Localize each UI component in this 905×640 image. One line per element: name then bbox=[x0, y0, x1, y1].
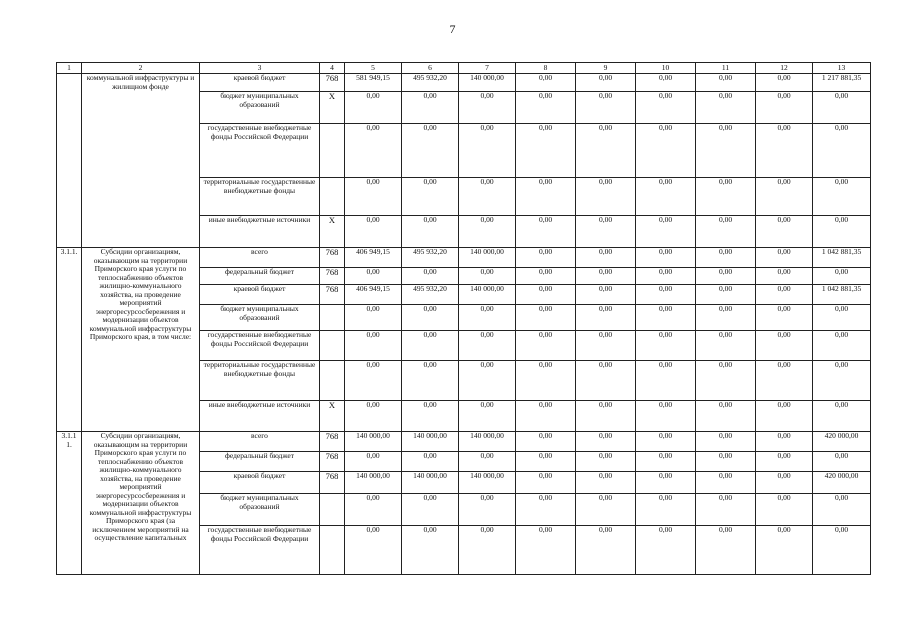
value-cell: 0,00 bbox=[813, 92, 871, 124]
value-cell: 0,00 bbox=[636, 248, 696, 268]
value-cell: 0,00 bbox=[516, 178, 576, 216]
budget-code bbox=[320, 494, 345, 526]
value-cell: 0,00 bbox=[756, 401, 813, 432]
value-cell: 0,00 bbox=[345, 178, 402, 216]
value-cell: 0,00 bbox=[696, 361, 756, 401]
value-cell: 0,00 bbox=[516, 248, 576, 268]
header-cell: 13 bbox=[813, 63, 871, 74]
value-cell: 0,00 bbox=[576, 74, 636, 92]
value-cell: 0,00 bbox=[576, 494, 636, 526]
value-cell: 0,00 bbox=[636, 305, 696, 331]
value-cell: 0,00 bbox=[576, 178, 636, 216]
budget-code: 768 bbox=[320, 74, 345, 92]
value-cell: 406 949,15 bbox=[345, 248, 402, 268]
funding-source: краевой бюджет bbox=[200, 74, 320, 92]
item-name: коммунальной инфраструктуры и жилищном фонде bbox=[82, 74, 200, 248]
value-cell: 0,00 bbox=[516, 331, 576, 361]
header-cell: 3 bbox=[200, 63, 320, 74]
value-cell: 0,00 bbox=[756, 305, 813, 331]
value-cell: 0,00 bbox=[516, 74, 576, 92]
funding-source: федеральный бюджет bbox=[200, 268, 320, 285]
budget-code bbox=[320, 178, 345, 216]
value-cell: 0,00 bbox=[345, 92, 402, 124]
header-cell: 12 bbox=[756, 63, 813, 74]
value-cell: 0,00 bbox=[813, 526, 871, 575]
value-cell: 0,00 bbox=[345, 526, 402, 575]
value-cell: 0,00 bbox=[756, 361, 813, 401]
value-cell: 0,00 bbox=[636, 452, 696, 472]
value-cell: 1 217 881,35 bbox=[813, 74, 871, 92]
value-cell: 0,00 bbox=[402, 268, 459, 285]
value-cell: 140 000,00 bbox=[459, 248, 516, 268]
funding-source: федеральный бюджет bbox=[200, 452, 320, 472]
header-cell: 7 bbox=[459, 63, 516, 74]
value-cell: 0,00 bbox=[402, 361, 459, 401]
header-row bbox=[57, 63, 871, 74]
budget-table bbox=[56, 62, 871, 575]
value-cell: 0,00 bbox=[696, 401, 756, 432]
funding-source: государственные внебюджетные фонды Российской Федерации bbox=[200, 124, 320, 178]
value-cell: 0,00 bbox=[459, 401, 516, 432]
value-cell: 420 000,00 bbox=[813, 472, 871, 494]
funding-source: иные внебюджетные источники bbox=[200, 216, 320, 248]
item-name: Субсидии организациям, оказывающим на территории Приморского края услуги по теплоснабжению объектов жилищно-коммунального хозяйства, на проведение мероприятий энергоресурсосбережения и модернизации объектов коммунальной инфраструктуры Приморского края (за исключением мероприятий на осуществление капитальных bbox=[82, 432, 200, 575]
value-cell: 0,00 bbox=[813, 124, 871, 178]
header-cell: 5 bbox=[345, 63, 402, 74]
value-cell: 0,00 bbox=[576, 432, 636, 452]
value-cell: 0,00 bbox=[696, 285, 756, 305]
value-cell: 0,00 bbox=[459, 178, 516, 216]
budget-code: Х bbox=[320, 92, 345, 124]
value-cell: 0,00 bbox=[636, 178, 696, 216]
value-cell: 0,00 bbox=[516, 401, 576, 432]
value-cell: 0,00 bbox=[516, 92, 576, 124]
budget-code: 768 bbox=[320, 432, 345, 452]
funding-source: краевой бюджет bbox=[200, 472, 320, 494]
value-cell: 0,00 bbox=[756, 285, 813, 305]
value-cell: 0,00 bbox=[813, 178, 871, 216]
funding-source: территориальные государственные внебюджетные фонды bbox=[200, 178, 320, 216]
budget-code: 768 bbox=[320, 285, 345, 305]
value-cell: 0,00 bbox=[576, 401, 636, 432]
value-cell: 0,00 bbox=[345, 268, 402, 285]
value-cell: 0,00 bbox=[756, 432, 813, 452]
value-cell: 0,00 bbox=[813, 401, 871, 432]
funding-source: иные внебюджетные источники bbox=[200, 401, 320, 432]
value-cell: 420 000,00 bbox=[813, 432, 871, 452]
value-cell: 0,00 bbox=[756, 248, 813, 268]
value-cell: 0,00 bbox=[636, 92, 696, 124]
value-cell: 0,00 bbox=[516, 432, 576, 452]
value-cell: 0,00 bbox=[576, 526, 636, 575]
value-cell: 0,00 bbox=[345, 494, 402, 526]
value-cell: 581 949,15 bbox=[345, 74, 402, 92]
value-cell: 0,00 bbox=[402, 216, 459, 248]
value-cell: 140 000,00 bbox=[402, 472, 459, 494]
value-cell: 0,00 bbox=[516, 305, 576, 331]
value-cell: 0,00 bbox=[459, 361, 516, 401]
value-cell: 0,00 bbox=[636, 361, 696, 401]
value-cell: 0,00 bbox=[345, 452, 402, 472]
value-cell: 0,00 bbox=[516, 452, 576, 472]
value-cell: 0,00 bbox=[636, 331, 696, 361]
value-cell: 0,00 bbox=[696, 331, 756, 361]
value-cell: 0,00 bbox=[459, 494, 516, 526]
value-cell: 0,00 bbox=[636, 432, 696, 452]
budget-code: 768 bbox=[320, 268, 345, 285]
value-cell: 140 000,00 bbox=[345, 472, 402, 494]
budget-code bbox=[320, 361, 345, 401]
value-cell: 0,00 bbox=[459, 526, 516, 575]
value-cell: 0,00 bbox=[402, 92, 459, 124]
value-cell: 0,00 bbox=[402, 452, 459, 472]
value-cell: 0,00 bbox=[576, 452, 636, 472]
value-cell: 0,00 bbox=[576, 472, 636, 494]
value-cell: 0,00 bbox=[813, 361, 871, 401]
value-cell: 0,00 bbox=[696, 92, 756, 124]
value-cell: 0,00 bbox=[696, 124, 756, 178]
value-cell: 140 000,00 bbox=[459, 432, 516, 452]
value-cell: 0,00 bbox=[402, 526, 459, 575]
table-row bbox=[57, 432, 871, 452]
header-cell: 11 bbox=[696, 63, 756, 74]
value-cell: 0,00 bbox=[459, 305, 516, 331]
value-cell: 0,00 bbox=[756, 74, 813, 92]
value-cell: 0,00 bbox=[576, 268, 636, 285]
value-cell: 0,00 bbox=[516, 472, 576, 494]
value-cell: 0,00 bbox=[345, 331, 402, 361]
header-cell: 9 bbox=[576, 63, 636, 74]
item-number: 3.1.1 1. bbox=[57, 432, 82, 575]
value-cell: 0,00 bbox=[636, 526, 696, 575]
value-cell: 0,00 bbox=[756, 452, 813, 472]
funding-source: бюджет муниципальных образований bbox=[200, 305, 320, 331]
value-cell: 0,00 bbox=[696, 178, 756, 216]
value-cell: 0,00 bbox=[813, 216, 871, 248]
value-cell: 0,00 bbox=[813, 305, 871, 331]
budget-code: 768 bbox=[320, 472, 345, 494]
budget-code: Х bbox=[320, 216, 345, 248]
value-cell: 0,00 bbox=[696, 305, 756, 331]
value-cell: 0,00 bbox=[516, 526, 576, 575]
funding-source: территориальные государственные внебюджетные фонды bbox=[200, 361, 320, 401]
value-cell: 140 000,00 bbox=[345, 432, 402, 452]
value-cell: 0,00 bbox=[813, 494, 871, 526]
value-cell: 0,00 bbox=[576, 216, 636, 248]
page-number: 7 bbox=[449, 22, 456, 36]
value-cell: 0,00 bbox=[459, 268, 516, 285]
value-cell: 0,00 bbox=[756, 331, 813, 361]
funding-source: всего bbox=[200, 248, 320, 268]
value-cell: 0,00 bbox=[402, 401, 459, 432]
header-cell: 2 bbox=[82, 63, 200, 74]
value-cell: 0,00 bbox=[576, 305, 636, 331]
funding-source: краевой бюджет bbox=[200, 285, 320, 305]
value-cell: 0,00 bbox=[756, 268, 813, 285]
item-number: 3.1.1. bbox=[57, 248, 82, 432]
budget-code: Х bbox=[320, 401, 345, 432]
value-cell: 0,00 bbox=[459, 331, 516, 361]
funding-source: государственные внебюджетные фонды Российской Федерации bbox=[200, 526, 320, 575]
table-row bbox=[57, 248, 871, 268]
funding-source: бюджет муниципальных образований bbox=[200, 92, 320, 124]
value-cell: 0,00 bbox=[516, 268, 576, 285]
value-cell: 495 932,20 bbox=[402, 248, 459, 268]
value-cell: 0,00 bbox=[636, 401, 696, 432]
value-cell: 0,00 bbox=[813, 331, 871, 361]
value-cell: 0,00 bbox=[696, 526, 756, 575]
value-cell: 0,00 bbox=[516, 361, 576, 401]
item-name: Субсидии организациям, оказывающим на территории Приморского края услуги по теплоснабжению объектов жилищно-коммунального хозяйства, на проведение мероприятий энергоресурсосбережения и модернизации объектов коммунальной инфраструктуры Приморского края, в том числе: bbox=[82, 248, 200, 432]
value-cell: 406 949,15 bbox=[345, 285, 402, 305]
value-cell: 0,00 bbox=[756, 216, 813, 248]
value-cell: 0,00 bbox=[756, 124, 813, 178]
value-cell: 0,00 bbox=[402, 331, 459, 361]
value-cell: 1 042 881,35 bbox=[813, 285, 871, 305]
value-cell: 0,00 bbox=[636, 494, 696, 526]
value-cell: 0,00 bbox=[696, 494, 756, 526]
budget-code bbox=[320, 305, 345, 331]
funding-source: государственные внебюджетные фонды Российской Федерации bbox=[200, 331, 320, 361]
value-cell: 0,00 bbox=[636, 472, 696, 494]
value-cell: 0,00 bbox=[636, 216, 696, 248]
value-cell: 140 000,00 bbox=[459, 74, 516, 92]
value-cell: 0,00 bbox=[459, 216, 516, 248]
funding-source: бюджет муниципальных образований bbox=[200, 494, 320, 526]
value-cell: 0,00 bbox=[696, 432, 756, 452]
value-cell: 0,00 bbox=[813, 268, 871, 285]
value-cell: 0,00 bbox=[576, 331, 636, 361]
value-cell: 0,00 bbox=[696, 268, 756, 285]
value-cell: 0,00 bbox=[345, 401, 402, 432]
value-cell: 0,00 bbox=[576, 248, 636, 268]
table-row bbox=[57, 74, 871, 92]
value-cell: 0,00 bbox=[636, 268, 696, 285]
value-cell: 0,00 bbox=[696, 216, 756, 248]
value-cell: 140 000,00 bbox=[402, 432, 459, 452]
value-cell: 0,00 bbox=[576, 361, 636, 401]
header-cell: 4 bbox=[320, 63, 345, 74]
value-cell: 140 000,00 bbox=[459, 285, 516, 305]
value-cell: 0,00 bbox=[756, 526, 813, 575]
value-cell: 0,00 bbox=[756, 494, 813, 526]
header-cell: 8 bbox=[516, 63, 576, 74]
funding-source: всего bbox=[200, 432, 320, 452]
value-cell: 0,00 bbox=[516, 494, 576, 526]
value-cell: 0,00 bbox=[345, 124, 402, 178]
value-cell: 0,00 bbox=[459, 92, 516, 124]
budget-code bbox=[320, 124, 345, 178]
value-cell: 0,00 bbox=[516, 216, 576, 248]
header-cell: 10 bbox=[636, 63, 696, 74]
value-cell: 0,00 bbox=[756, 92, 813, 124]
value-cell: 0,00 bbox=[459, 124, 516, 178]
value-cell: 0,00 bbox=[402, 494, 459, 526]
value-cell: 0,00 bbox=[345, 305, 402, 331]
budget-code: 768 bbox=[320, 248, 345, 268]
header-cell: 1 bbox=[57, 63, 82, 74]
value-cell: 495 932,20 bbox=[402, 74, 459, 92]
value-cell: 0,00 bbox=[345, 361, 402, 401]
value-cell: 0,00 bbox=[459, 452, 516, 472]
value-cell: 0,00 bbox=[516, 285, 576, 305]
value-cell: 0,00 bbox=[402, 178, 459, 216]
value-cell: 0,00 bbox=[576, 124, 636, 178]
value-cell: 0,00 bbox=[576, 92, 636, 124]
value-cell: 0,00 bbox=[813, 452, 871, 472]
value-cell: 140 000,00 bbox=[459, 472, 516, 494]
value-cell: 1 042 881,35 bbox=[813, 248, 871, 268]
value-cell: 0,00 bbox=[576, 285, 636, 305]
value-cell: 0,00 bbox=[756, 178, 813, 216]
budget-code bbox=[320, 526, 345, 575]
budget-code: 768 bbox=[320, 452, 345, 472]
value-cell: 0,00 bbox=[696, 452, 756, 472]
value-cell: 495 932,20 bbox=[402, 285, 459, 305]
value-cell: 0,00 bbox=[696, 472, 756, 494]
header-cell: 6 bbox=[402, 63, 459, 74]
value-cell: 0,00 bbox=[402, 124, 459, 178]
item-number bbox=[57, 74, 82, 248]
value-cell: 0,00 bbox=[696, 74, 756, 92]
value-cell: 0,00 bbox=[756, 472, 813, 494]
value-cell: 0,00 bbox=[636, 285, 696, 305]
value-cell: 0,00 bbox=[345, 216, 402, 248]
value-cell: 0,00 bbox=[516, 124, 576, 178]
value-cell: 0,00 bbox=[636, 74, 696, 92]
value-cell: 0,00 bbox=[636, 124, 696, 178]
value-cell: 0,00 bbox=[402, 305, 459, 331]
value-cell: 0,00 bbox=[696, 248, 756, 268]
budget-code bbox=[320, 331, 345, 361]
